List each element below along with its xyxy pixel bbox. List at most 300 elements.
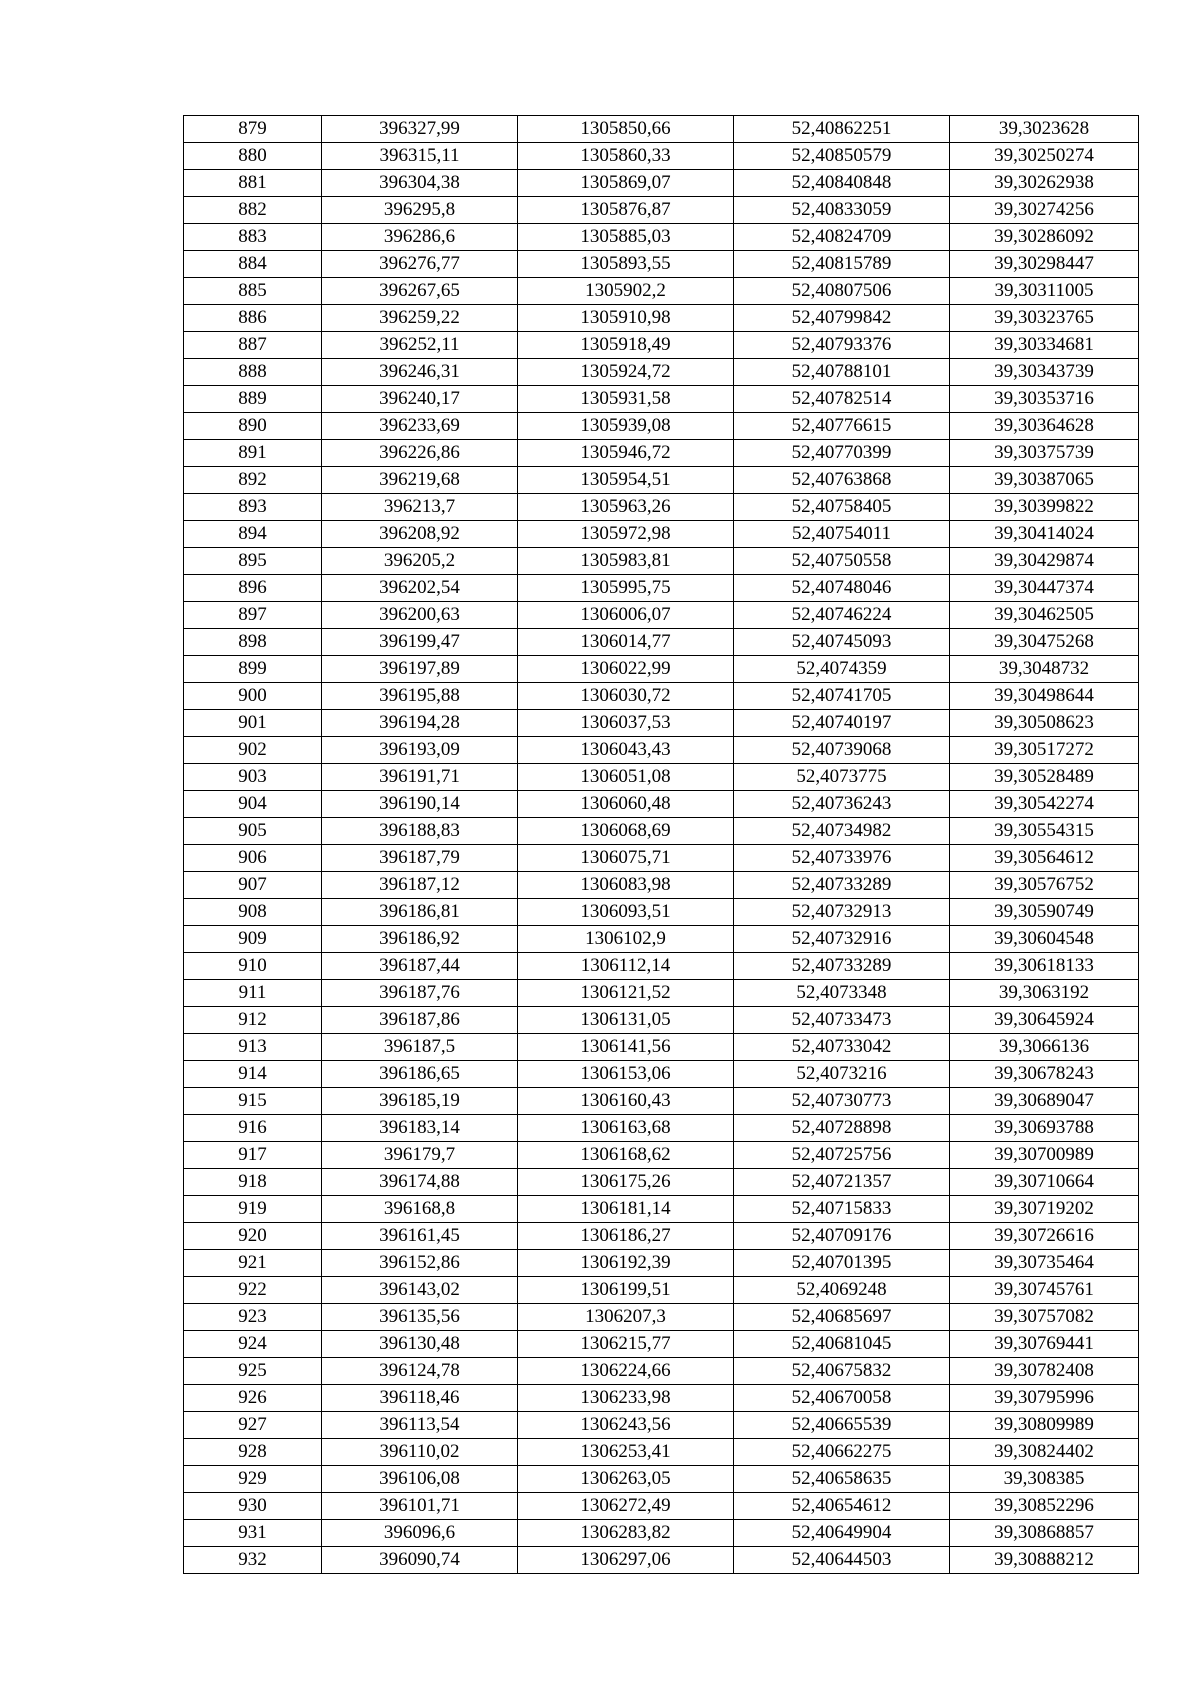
point-number-cell: 916: [184, 1115, 322, 1142]
latitude-cell: 52,40776615: [734, 413, 950, 440]
point-number-cell: 882: [184, 197, 322, 224]
longitude-cell: 39,30343739: [950, 359, 1139, 386]
y-coordinate-cell: 1306075,71: [518, 845, 734, 872]
y-coordinate-cell: 1306160,43: [518, 1088, 734, 1115]
table-row: [184, 197, 1139, 224]
latitude-cell: 52,40862251: [734, 116, 950, 143]
longitude-cell: 39,30693788: [950, 1115, 1139, 1142]
point-number-cell: 909: [184, 926, 322, 953]
y-coordinate-cell: 1306153,06: [518, 1061, 734, 1088]
x-coordinate-cell: 396202,54: [322, 575, 518, 602]
longitude-cell: 39,30353716: [950, 386, 1139, 413]
y-coordinate-cell: 1305850,66: [518, 116, 734, 143]
longitude-cell: 39,30868857: [950, 1520, 1139, 1547]
x-coordinate-cell: 396101,71: [322, 1493, 518, 1520]
longitude-cell: 39,30576752: [950, 872, 1139, 899]
longitude-cell: 39,30286092: [950, 224, 1139, 251]
point-number-cell: 900: [184, 683, 322, 710]
table-row: [184, 683, 1139, 710]
y-coordinate-cell: 1306297,06: [518, 1547, 734, 1574]
y-coordinate-cell: 1305939,08: [518, 413, 734, 440]
longitude-cell: 39,30678243: [950, 1061, 1139, 1088]
latitude-cell: 52,40833059: [734, 197, 950, 224]
table-row: [184, 1196, 1139, 1223]
longitude-cell: 39,30719202: [950, 1196, 1139, 1223]
x-coordinate-cell: 396233,69: [322, 413, 518, 440]
x-coordinate-cell: 396187,76: [322, 980, 518, 1007]
latitude-cell: 52,40770399: [734, 440, 950, 467]
table-row: [184, 1223, 1139, 1250]
point-number-cell: 931: [184, 1520, 322, 1547]
table-row: [184, 899, 1139, 926]
y-coordinate-cell: 1306224,66: [518, 1358, 734, 1385]
longitude-cell: 39,30564612: [950, 845, 1139, 872]
point-number-cell: 889: [184, 386, 322, 413]
latitude-cell: 52,40701395: [734, 1250, 950, 1277]
longitude-cell: 39,30387065: [950, 467, 1139, 494]
x-coordinate-cell: 396315,11: [322, 143, 518, 170]
point-number-cell: 911: [184, 980, 322, 1007]
point-number-cell: 932: [184, 1547, 322, 1574]
y-coordinate-cell: 1305972,98: [518, 521, 734, 548]
latitude-cell: 52,40840848: [734, 170, 950, 197]
x-coordinate-cell: 396219,68: [322, 467, 518, 494]
x-coordinate-cell: 396295,8: [322, 197, 518, 224]
y-coordinate-cell: 1305902,2: [518, 278, 734, 305]
x-coordinate-cell: 396240,17: [322, 386, 518, 413]
point-number-cell: 899: [184, 656, 322, 683]
x-coordinate-cell: 396213,7: [322, 494, 518, 521]
latitude-cell: 52,40788101: [734, 359, 950, 386]
longitude-cell: 39,30475268: [950, 629, 1139, 656]
longitude-cell: 39,30824402: [950, 1439, 1139, 1466]
longitude-cell: 39,30618133: [950, 953, 1139, 980]
longitude-cell: 39,30250274: [950, 143, 1139, 170]
x-coordinate-cell: 396118,46: [322, 1385, 518, 1412]
x-coordinate-cell: 396327,99: [322, 116, 518, 143]
x-coordinate-cell: 396106,08: [322, 1466, 518, 1493]
table-row: [184, 440, 1139, 467]
y-coordinate-cell: 1306175,26: [518, 1169, 734, 1196]
longitude-cell: 39,30782408: [950, 1358, 1139, 1385]
x-coordinate-cell: 396090,74: [322, 1547, 518, 1574]
y-coordinate-cell: 1305963,26: [518, 494, 734, 521]
y-coordinate-cell: 1306006,07: [518, 602, 734, 629]
latitude-cell: 52,40685697: [734, 1304, 950, 1331]
point-number-cell: 905: [184, 818, 322, 845]
table-row: [184, 1277, 1139, 1304]
latitude-cell: 52,40733289: [734, 872, 950, 899]
y-coordinate-cell: 1306037,53: [518, 710, 734, 737]
y-coordinate-cell: 1306141,56: [518, 1034, 734, 1061]
x-coordinate-cell: 396183,14: [322, 1115, 518, 1142]
y-coordinate-cell: 1305918,49: [518, 332, 734, 359]
latitude-cell: 52,40654612: [734, 1493, 950, 1520]
table-row: [184, 1439, 1139, 1466]
y-coordinate-cell: 1306112,14: [518, 953, 734, 980]
table-row: [184, 1493, 1139, 1520]
table-row: [184, 1385, 1139, 1412]
table-row: [184, 737, 1139, 764]
y-coordinate-cell: 1306207,3: [518, 1304, 734, 1331]
table-row: [184, 305, 1139, 332]
longitude-cell: 39,30414024: [950, 521, 1139, 548]
table-row: [184, 359, 1139, 386]
latitude-cell: 52,40644503: [734, 1547, 950, 1574]
point-number-cell: 925: [184, 1358, 322, 1385]
table-row: [184, 602, 1139, 629]
table-row: [184, 1331, 1139, 1358]
point-number-cell: 881: [184, 170, 322, 197]
point-number-cell: 902: [184, 737, 322, 764]
longitude-cell: 39,30311005: [950, 278, 1139, 305]
latitude-cell: 52,40733976: [734, 845, 950, 872]
table-row: [184, 1412, 1139, 1439]
longitude-cell: 39,30462505: [950, 602, 1139, 629]
latitude-cell: 52,40782514: [734, 386, 950, 413]
latitude-cell: 52,40754011: [734, 521, 950, 548]
x-coordinate-cell: 396195,88: [322, 683, 518, 710]
longitude-cell: 39,30399822: [950, 494, 1139, 521]
table-row: [184, 1034, 1139, 1061]
x-coordinate-cell: 396197,89: [322, 656, 518, 683]
point-number-cell: 886: [184, 305, 322, 332]
longitude-cell: 39,30590749: [950, 899, 1139, 926]
x-coordinate-cell: 396246,31: [322, 359, 518, 386]
latitude-cell: 52,4073216: [734, 1061, 950, 1088]
latitude-cell: 52,40746224: [734, 602, 950, 629]
x-coordinate-cell: 396161,45: [322, 1223, 518, 1250]
table-row: [184, 467, 1139, 494]
x-coordinate-cell: 396200,63: [322, 602, 518, 629]
x-coordinate-cell: 396186,65: [322, 1061, 518, 1088]
x-coordinate-cell: 396205,2: [322, 548, 518, 575]
latitude-cell: 52,40739068: [734, 737, 950, 764]
y-coordinate-cell: 1306163,68: [518, 1115, 734, 1142]
x-coordinate-cell: 396185,19: [322, 1088, 518, 1115]
point-number-cell: 922: [184, 1277, 322, 1304]
x-coordinate-cell: 396188,83: [322, 818, 518, 845]
point-number-cell: 895: [184, 548, 322, 575]
point-number-cell: 898: [184, 629, 322, 656]
longitude-cell: 39,30517272: [950, 737, 1139, 764]
y-coordinate-cell: 1306253,41: [518, 1439, 734, 1466]
point-number-cell: 917: [184, 1142, 322, 1169]
longitude-cell: 39,30645924: [950, 1007, 1139, 1034]
longitude-cell: 39,30375739: [950, 440, 1139, 467]
point-number-cell: 908: [184, 899, 322, 926]
point-number-cell: 910: [184, 953, 322, 980]
point-number-cell: 928: [184, 1439, 322, 1466]
table-row: [184, 494, 1139, 521]
point-number-cell: 930: [184, 1493, 322, 1520]
longitude-cell: 39,30298447: [950, 251, 1139, 278]
point-number-cell: 887: [184, 332, 322, 359]
y-coordinate-cell: 1306014,77: [518, 629, 734, 656]
table-row: [184, 980, 1139, 1007]
y-coordinate-cell: 1305983,81: [518, 548, 734, 575]
x-coordinate-cell: 396187,44: [322, 953, 518, 980]
y-coordinate-cell: 1306083,98: [518, 872, 734, 899]
point-number-cell: 927: [184, 1412, 322, 1439]
y-coordinate-cell: 1305995,75: [518, 575, 734, 602]
latitude-cell: 52,40745093: [734, 629, 950, 656]
table-row: [184, 170, 1139, 197]
latitude-cell: 52,40715833: [734, 1196, 950, 1223]
x-coordinate-cell: 396186,92: [322, 926, 518, 953]
table-row: [184, 1007, 1139, 1034]
table-row: [184, 845, 1139, 872]
y-coordinate-cell: 1305946,72: [518, 440, 734, 467]
latitude-cell: 52,40734982: [734, 818, 950, 845]
y-coordinate-cell: 1306068,69: [518, 818, 734, 845]
y-coordinate-cell: 1306199,51: [518, 1277, 734, 1304]
longitude-cell: 39,30364628: [950, 413, 1139, 440]
y-coordinate-cell: 1306186,27: [518, 1223, 734, 1250]
y-coordinate-cell: 1306263,05: [518, 1466, 734, 1493]
longitude-cell: 39,30554315: [950, 818, 1139, 845]
longitude-cell: 39,308385: [950, 1466, 1139, 1493]
latitude-cell: 52,40670058: [734, 1385, 950, 1412]
point-number-cell: 893: [184, 494, 322, 521]
latitude-cell: 52,40733289: [734, 953, 950, 980]
point-number-cell: 923: [184, 1304, 322, 1331]
longitude-cell: 39,30745761: [950, 1277, 1139, 1304]
point-number-cell: 897: [184, 602, 322, 629]
point-number-cell: 919: [184, 1196, 322, 1223]
longitude-cell: 39,30795996: [950, 1385, 1139, 1412]
x-coordinate-cell: 396187,79: [322, 845, 518, 872]
longitude-cell: 39,30726616: [950, 1223, 1139, 1250]
longitude-cell: 39,3066136: [950, 1034, 1139, 1061]
latitude-cell: 52,40807506: [734, 278, 950, 305]
table-row: [184, 818, 1139, 845]
y-coordinate-cell: 1306233,98: [518, 1385, 734, 1412]
longitude-cell: 39,3048732: [950, 656, 1139, 683]
x-coordinate-cell: 396135,56: [322, 1304, 518, 1331]
latitude-cell: 52,40675832: [734, 1358, 950, 1385]
x-coordinate-cell: 396199,47: [322, 629, 518, 656]
table-row: [184, 413, 1139, 440]
table-row: [184, 1142, 1139, 1169]
coordinates-table-body: [184, 116, 1139, 1574]
point-number-cell: 914: [184, 1061, 322, 1088]
table-row: [184, 710, 1139, 737]
point-number-cell: 924: [184, 1331, 322, 1358]
point-number-cell: 929: [184, 1466, 322, 1493]
table-row: [184, 1061, 1139, 1088]
y-coordinate-cell: 1306093,51: [518, 899, 734, 926]
latitude-cell: 52,4074359: [734, 656, 950, 683]
x-coordinate-cell: 396096,6: [322, 1520, 518, 1547]
table-row: [184, 926, 1139, 953]
point-number-cell: 920: [184, 1223, 322, 1250]
latitude-cell: 52,40733473: [734, 1007, 950, 1034]
y-coordinate-cell: 1305876,87: [518, 197, 734, 224]
latitude-cell: 52,40709176: [734, 1223, 950, 1250]
y-coordinate-cell: 1305931,58: [518, 386, 734, 413]
point-number-cell: 894: [184, 521, 322, 548]
longitude-cell: 39,30262938: [950, 170, 1139, 197]
latitude-cell: 52,40732916: [734, 926, 950, 953]
x-coordinate-cell: 396124,78: [322, 1358, 518, 1385]
y-coordinate-cell: 1305860,33: [518, 143, 734, 170]
x-coordinate-cell: 396190,14: [322, 791, 518, 818]
x-coordinate-cell: 396168,8: [322, 1196, 518, 1223]
table-row: [184, 521, 1139, 548]
latitude-cell: 52,40815789: [734, 251, 950, 278]
latitude-cell: 52,40665539: [734, 1412, 950, 1439]
y-coordinate-cell: 1306051,08: [518, 764, 734, 791]
latitude-cell: 52,40728898: [734, 1115, 950, 1142]
latitude-cell: 52,4073348: [734, 980, 950, 1007]
longitude-cell: 39,3023628: [950, 116, 1139, 143]
longitude-cell: 39,30542274: [950, 791, 1139, 818]
latitude-cell: 52,40850579: [734, 143, 950, 170]
point-number-cell: 888: [184, 359, 322, 386]
table-row: [184, 1304, 1139, 1331]
point-number-cell: 883: [184, 224, 322, 251]
latitude-cell: 52,40758405: [734, 494, 950, 521]
x-coordinate-cell: 396191,71: [322, 764, 518, 791]
y-coordinate-cell: 1306030,72: [518, 683, 734, 710]
point-number-cell: 907: [184, 872, 322, 899]
longitude-cell: 39,30735464: [950, 1250, 1139, 1277]
latitude-cell: 52,40793376: [734, 332, 950, 359]
x-coordinate-cell: 396113,54: [322, 1412, 518, 1439]
x-coordinate-cell: 396194,28: [322, 710, 518, 737]
latitude-cell: 52,40649904: [734, 1520, 950, 1547]
point-number-cell: 913: [184, 1034, 322, 1061]
point-number-cell: 903: [184, 764, 322, 791]
table-row: [184, 1358, 1139, 1385]
y-coordinate-cell: 1305893,55: [518, 251, 734, 278]
y-coordinate-cell: 1306181,14: [518, 1196, 734, 1223]
y-coordinate-cell: 1305885,03: [518, 224, 734, 251]
longitude-cell: 39,30769441: [950, 1331, 1139, 1358]
latitude-cell: 52,40662275: [734, 1439, 950, 1466]
y-coordinate-cell: 1305924,72: [518, 359, 734, 386]
point-number-cell: 892: [184, 467, 322, 494]
latitude-cell: 52,40736243: [734, 791, 950, 818]
longitude-cell: 39,30888212: [950, 1547, 1139, 1574]
x-coordinate-cell: 396304,38: [322, 170, 518, 197]
table-row: [184, 386, 1139, 413]
latitude-cell: 52,40799842: [734, 305, 950, 332]
longitude-cell: 39,30710664: [950, 1169, 1139, 1196]
latitude-cell: 52,40741705: [734, 683, 950, 710]
longitude-cell: 39,30429874: [950, 548, 1139, 575]
point-number-cell: 879: [184, 116, 322, 143]
y-coordinate-cell: 1306022,99: [518, 656, 734, 683]
y-coordinate-cell: 1306131,05: [518, 1007, 734, 1034]
longitude-cell: 39,30323765: [950, 305, 1139, 332]
table-row: [184, 251, 1139, 278]
table-row: [184, 575, 1139, 602]
table-row: [184, 224, 1139, 251]
x-coordinate-cell: 396208,92: [322, 521, 518, 548]
longitude-cell: 39,30809989: [950, 1412, 1139, 1439]
x-coordinate-cell: 396286,6: [322, 224, 518, 251]
x-coordinate-cell: 396187,86: [322, 1007, 518, 1034]
longitude-cell: 39,30274256: [950, 197, 1139, 224]
point-number-cell: 912: [184, 1007, 322, 1034]
coordinates-table: [183, 115, 1139, 1574]
table-row: [184, 1466, 1139, 1493]
y-coordinate-cell: 1305869,07: [518, 170, 734, 197]
latitude-cell: 52,40740197: [734, 710, 950, 737]
latitude-cell: 52,40763868: [734, 467, 950, 494]
point-number-cell: 906: [184, 845, 322, 872]
table-row: [184, 278, 1139, 305]
y-coordinate-cell: 1305954,51: [518, 467, 734, 494]
point-number-cell: 904: [184, 791, 322, 818]
x-coordinate-cell: 396143,02: [322, 1277, 518, 1304]
x-coordinate-cell: 396259,22: [322, 305, 518, 332]
longitude-cell: 39,30689047: [950, 1088, 1139, 1115]
latitude-cell: 52,40732913: [734, 899, 950, 926]
x-coordinate-cell: 396226,86: [322, 440, 518, 467]
longitude-cell: 39,30852296: [950, 1493, 1139, 1520]
latitude-cell: 52,40750558: [734, 548, 950, 575]
longitude-cell: 39,30604548: [950, 926, 1139, 953]
longitude-cell: 39,30498644: [950, 683, 1139, 710]
x-coordinate-cell: 396267,65: [322, 278, 518, 305]
point-number-cell: 915: [184, 1088, 322, 1115]
table-row: [184, 764, 1139, 791]
y-coordinate-cell: 1306243,56: [518, 1412, 734, 1439]
x-coordinate-cell: 396187,5: [322, 1034, 518, 1061]
longitude-cell: 39,3063192: [950, 980, 1139, 1007]
longitude-cell: 39,30528489: [950, 764, 1139, 791]
latitude-cell: 52,40721357: [734, 1169, 950, 1196]
y-coordinate-cell: 1306102,9: [518, 926, 734, 953]
x-coordinate-cell: 396252,11: [322, 332, 518, 359]
table-row: [184, 1088, 1139, 1115]
table-row: [184, 1547, 1139, 1574]
table-row: [184, 548, 1139, 575]
y-coordinate-cell: 1306121,52: [518, 980, 734, 1007]
y-coordinate-cell: 1306192,39: [518, 1250, 734, 1277]
point-number-cell: 901: [184, 710, 322, 737]
point-number-cell: 896: [184, 575, 322, 602]
y-coordinate-cell: 1306060,48: [518, 791, 734, 818]
y-coordinate-cell: 1305910,98: [518, 305, 734, 332]
longitude-cell: 39,30508623: [950, 710, 1139, 737]
x-coordinate-cell: 396193,09: [322, 737, 518, 764]
table-row: [184, 656, 1139, 683]
x-coordinate-cell: 396130,48: [322, 1331, 518, 1358]
table-row: [184, 629, 1139, 656]
x-coordinate-cell: 396110,02: [322, 1439, 518, 1466]
latitude-cell: 52,40733042: [734, 1034, 950, 1061]
y-coordinate-cell: 1306272,49: [518, 1493, 734, 1520]
table-row: [184, 872, 1139, 899]
latitude-cell: 52,4069248: [734, 1277, 950, 1304]
point-number-cell: 884: [184, 251, 322, 278]
latitude-cell: 52,40725756: [734, 1142, 950, 1169]
table-row: [184, 116, 1139, 143]
table-row: [184, 1250, 1139, 1277]
point-number-cell: 891: [184, 440, 322, 467]
point-number-cell: 926: [184, 1385, 322, 1412]
latitude-cell: 52,40658635: [734, 1466, 950, 1493]
point-number-cell: 880: [184, 143, 322, 170]
y-coordinate-cell: 1306043,43: [518, 737, 734, 764]
table-row: [184, 791, 1139, 818]
x-coordinate-cell: 396174,88: [322, 1169, 518, 1196]
longitude-cell: 39,30447374: [950, 575, 1139, 602]
